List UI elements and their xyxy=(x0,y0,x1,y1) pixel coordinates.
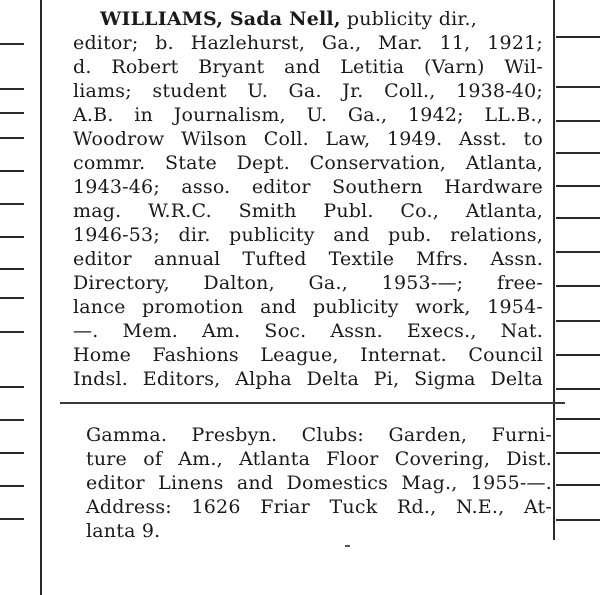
margin-tick xyxy=(556,36,600,38)
entry-line: 1943-46; asso. editor Southern Hardware xyxy=(73,176,543,198)
entry-line: Woodrow Wilson Coll. Law, 1949. Asst. to xyxy=(73,128,543,150)
margin-tick xyxy=(0,518,24,520)
margin-tick xyxy=(556,120,600,122)
entry-line: editor annual Tufted Textile Mfrs. Assn. xyxy=(73,248,543,270)
margin-tick xyxy=(0,485,24,487)
entry-line: Address: 1626 Friar Tuck Rd., N.E., At- xyxy=(86,496,552,518)
margin-tick xyxy=(0,112,24,114)
entry-line: 1946-53; dir. publicity and pub. relations, xyxy=(73,224,543,246)
margin-tick xyxy=(556,285,600,287)
entry-line: lanta 9. xyxy=(86,520,161,542)
entry-line: lance promotion and publicity work, 1954- xyxy=(73,296,543,318)
entry-line: —. Mem. Am. Soc. Assn. Execs., Nat. xyxy=(73,320,543,342)
margin-tick xyxy=(0,43,24,45)
entry-line: d. Robert Bryant and Letitia (Varn) Wil- xyxy=(73,56,543,78)
margin-tick xyxy=(0,331,24,333)
margin-tick xyxy=(556,217,600,219)
entry-line: Home Fashions League, Internat. Council xyxy=(73,344,543,366)
margin-tick xyxy=(556,152,600,154)
margin-tick xyxy=(556,320,600,322)
margin-tick xyxy=(0,452,24,454)
entry-line: commr. State Dept. Conservation, Atlanta, xyxy=(73,152,543,174)
entry-line: ture of Am., Atlanta Floor Covering, Dist. xyxy=(86,448,552,470)
margin-tick xyxy=(556,354,600,356)
margin-tick xyxy=(0,203,24,205)
entry-name: WILLIAMS, Sada Nell, xyxy=(100,8,341,30)
margin-tick xyxy=(556,418,600,420)
margin-tick xyxy=(0,88,24,90)
entry-line: liams; student U. Ga. Jr. Coll., 1938-40; xyxy=(73,80,543,102)
margin-tick xyxy=(556,185,600,187)
left-column-rule xyxy=(40,0,42,595)
margin-tick xyxy=(0,236,24,238)
margin-tick xyxy=(0,137,24,139)
entry-line: Directory, Dalton, Ga., 1953-—; free- xyxy=(73,272,543,294)
entry-line: editor; b. Hazlehurst, Ga., Mar. 11, 1921; xyxy=(73,32,543,54)
entry-line: editor Linens and Domestics Mag., 1955-—. xyxy=(86,472,552,494)
right-column-rule xyxy=(553,0,555,540)
margin-tick xyxy=(556,86,600,88)
entry-line: A.B. in Journalism, U. Ga., 1942; LL.B., xyxy=(73,104,543,126)
entry-line: WILLIAMS, Sada Nell, publicity dir., xyxy=(100,8,478,30)
column-break-rule xyxy=(60,402,565,404)
margin-tick xyxy=(0,419,24,421)
margin-tick xyxy=(556,452,600,454)
margin-tick xyxy=(0,268,24,270)
speck xyxy=(345,545,350,547)
margin-tick xyxy=(0,297,24,299)
entry-line: Indsl. Editors, Alpha Delta Pi, Sigma Delta xyxy=(73,368,543,390)
margin-tick xyxy=(556,519,600,521)
margin-tick xyxy=(556,251,600,253)
margin-tick xyxy=(556,388,600,390)
margin-tick xyxy=(556,484,600,486)
entry-line: Gamma. Presbyn. Clubs: Garden, Furni- xyxy=(86,424,552,446)
margin-tick xyxy=(0,170,24,172)
entry-line: mag. W.R.C. Smith Publ. Co., Atlanta, xyxy=(73,200,543,222)
margin-tick xyxy=(0,386,24,388)
